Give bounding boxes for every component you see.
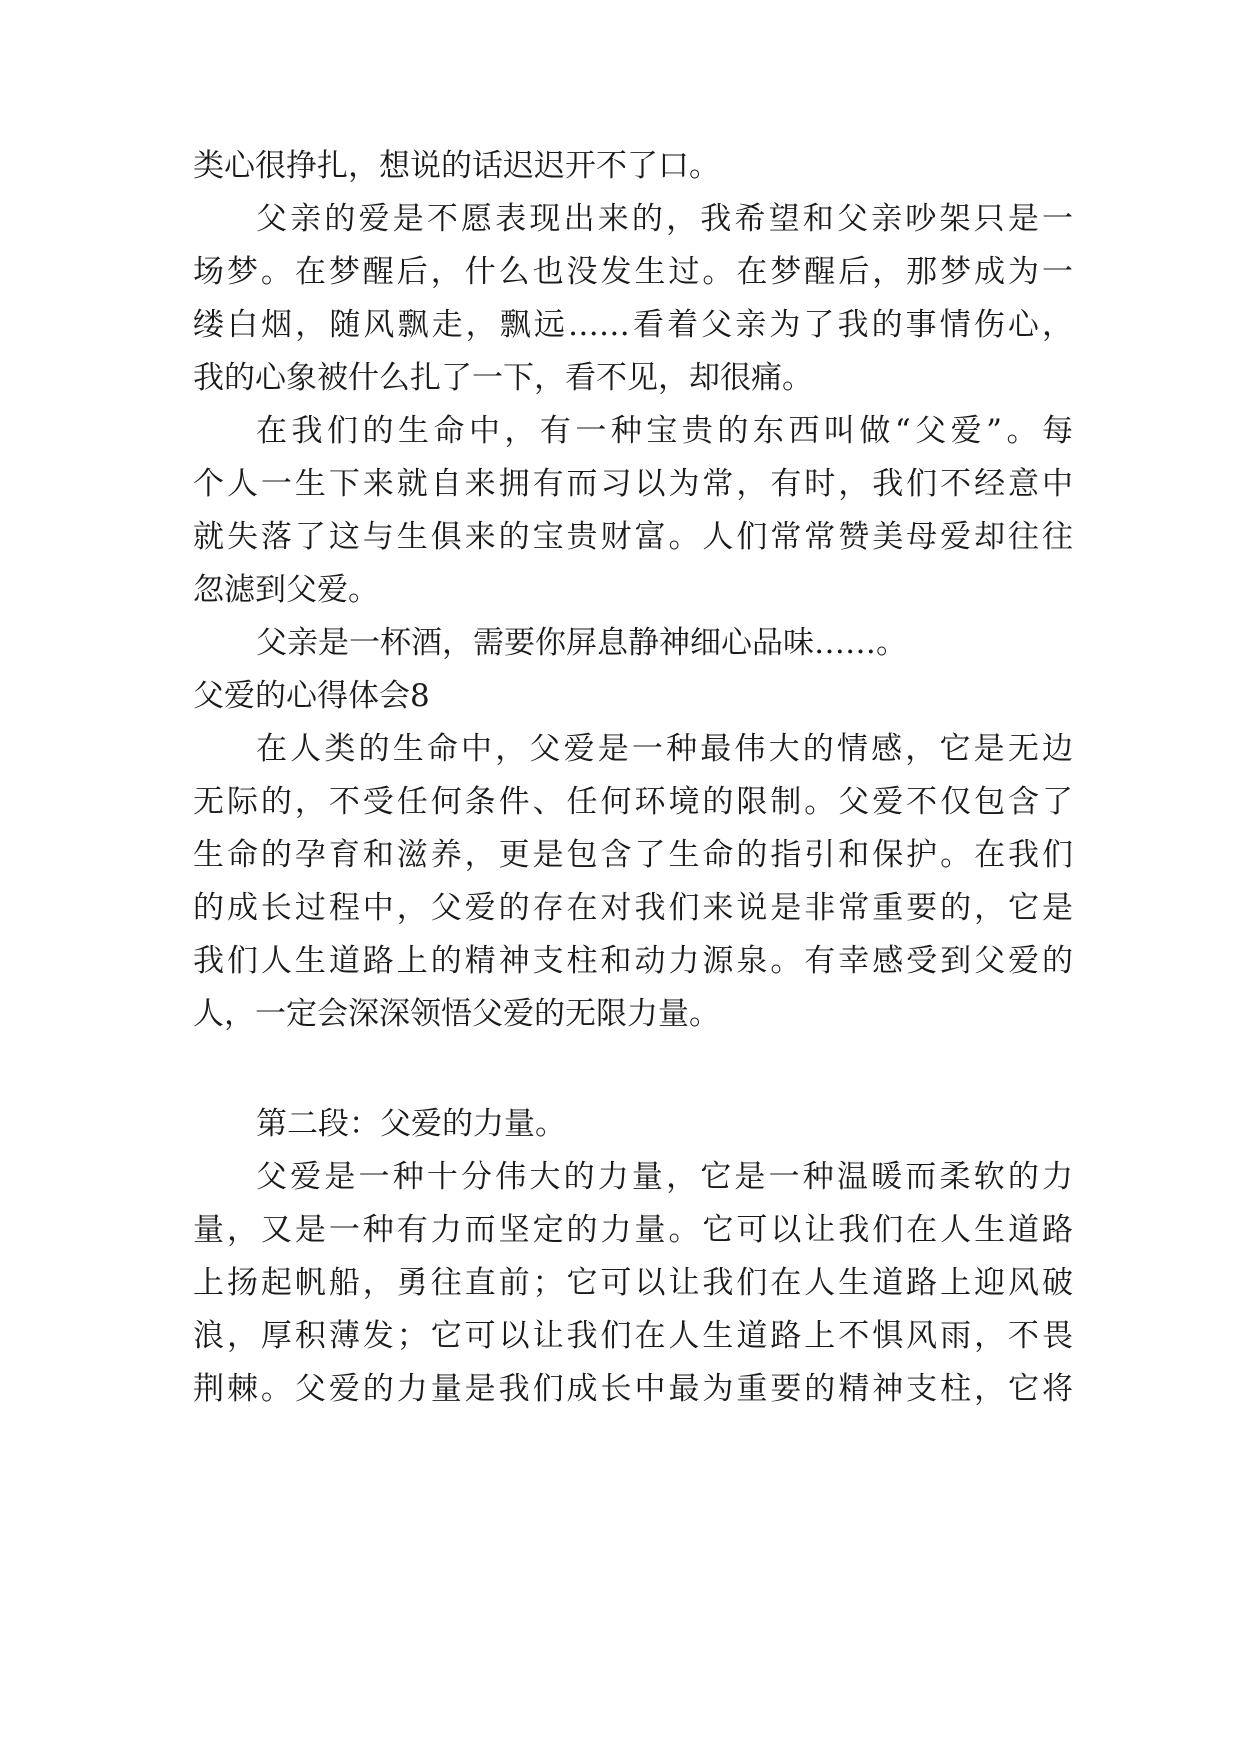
text-line: 人，一定会深深领悟父爱的无限力量。: [193, 996, 720, 1032]
text-line: 父爱是一种十分伟大的力量，它是一种温暖而柔软的力: [256, 1159, 1073, 1195]
text-line: 在人类的生命中，父爱是一种最伟大的情感，它是无边: [256, 731, 1073, 767]
text-line: 忽滤到父爱。: [193, 572, 379, 608]
text-line: 我的心象被什么扎了一下，看不见，却很痛。: [193, 360, 813, 396]
text-line: 场梦。在梦醒后，什么也没发生过。在梦醒后，那梦成为一: [193, 254, 1073, 290]
text-line: 我们人生道路上的精神支柱和动力源泉。有幸感受到父爱的: [193, 943, 1073, 979]
text-line: 就失落了这与生俱来的宝贵财富。人们常常赞美母爱却往往: [193, 519, 1073, 555]
text-line: 缕白烟，随风飘走，飘远……看着父亲为了我的事情伤心，: [193, 307, 1073, 343]
text-line: 在我们的生命中，有一种宝贵的东西叫做“父爱”。每: [256, 413, 1073, 449]
text-line: 量，又是一种有力而坚定的力量。它可以让我们在人生道路: [193, 1212, 1073, 1248]
text-line: 个人一生下来就自来拥有而习以为常，有时，我们不经意中: [193, 466, 1073, 502]
text-line: 类心很挣扎，想说的话迟迟开不了口。: [193, 148, 720, 184]
text-line: 生命的孕育和滋养，更是包含了生命的指引和保护。在我们: [193, 837, 1073, 873]
text-line: 上扬起帆船，勇往直前；它可以让我们在人生道路上迎风破: [193, 1265, 1073, 1301]
text-line: 父亲是一杯酒，需要你屏息静神细心品味……。: [256, 625, 907, 661]
subsection-heading: 第二段：父爱的力量。: [256, 1106, 566, 1142]
text-line: 父亲的爱是不愿表现出来的，我希望和父亲吵架只是一: [256, 201, 1073, 237]
section-heading: 父爱的心得体会8: [193, 678, 430, 714]
text-line: 荆棘。父爱的力量是我们成长中最为重要的精神支柱，它将: [193, 1371, 1073, 1407]
text-line: 无际的，不受任何条件、任何环境的限制。父爱不仅包含了: [193, 784, 1073, 820]
text-line: 浪，厚积薄发；它可以让我们在人生道路上不惧风雨，不畏: [193, 1318, 1073, 1354]
text-line: 的成长过程中，父爱的存在对我们来说是非常重要的，它是: [193, 890, 1073, 926]
